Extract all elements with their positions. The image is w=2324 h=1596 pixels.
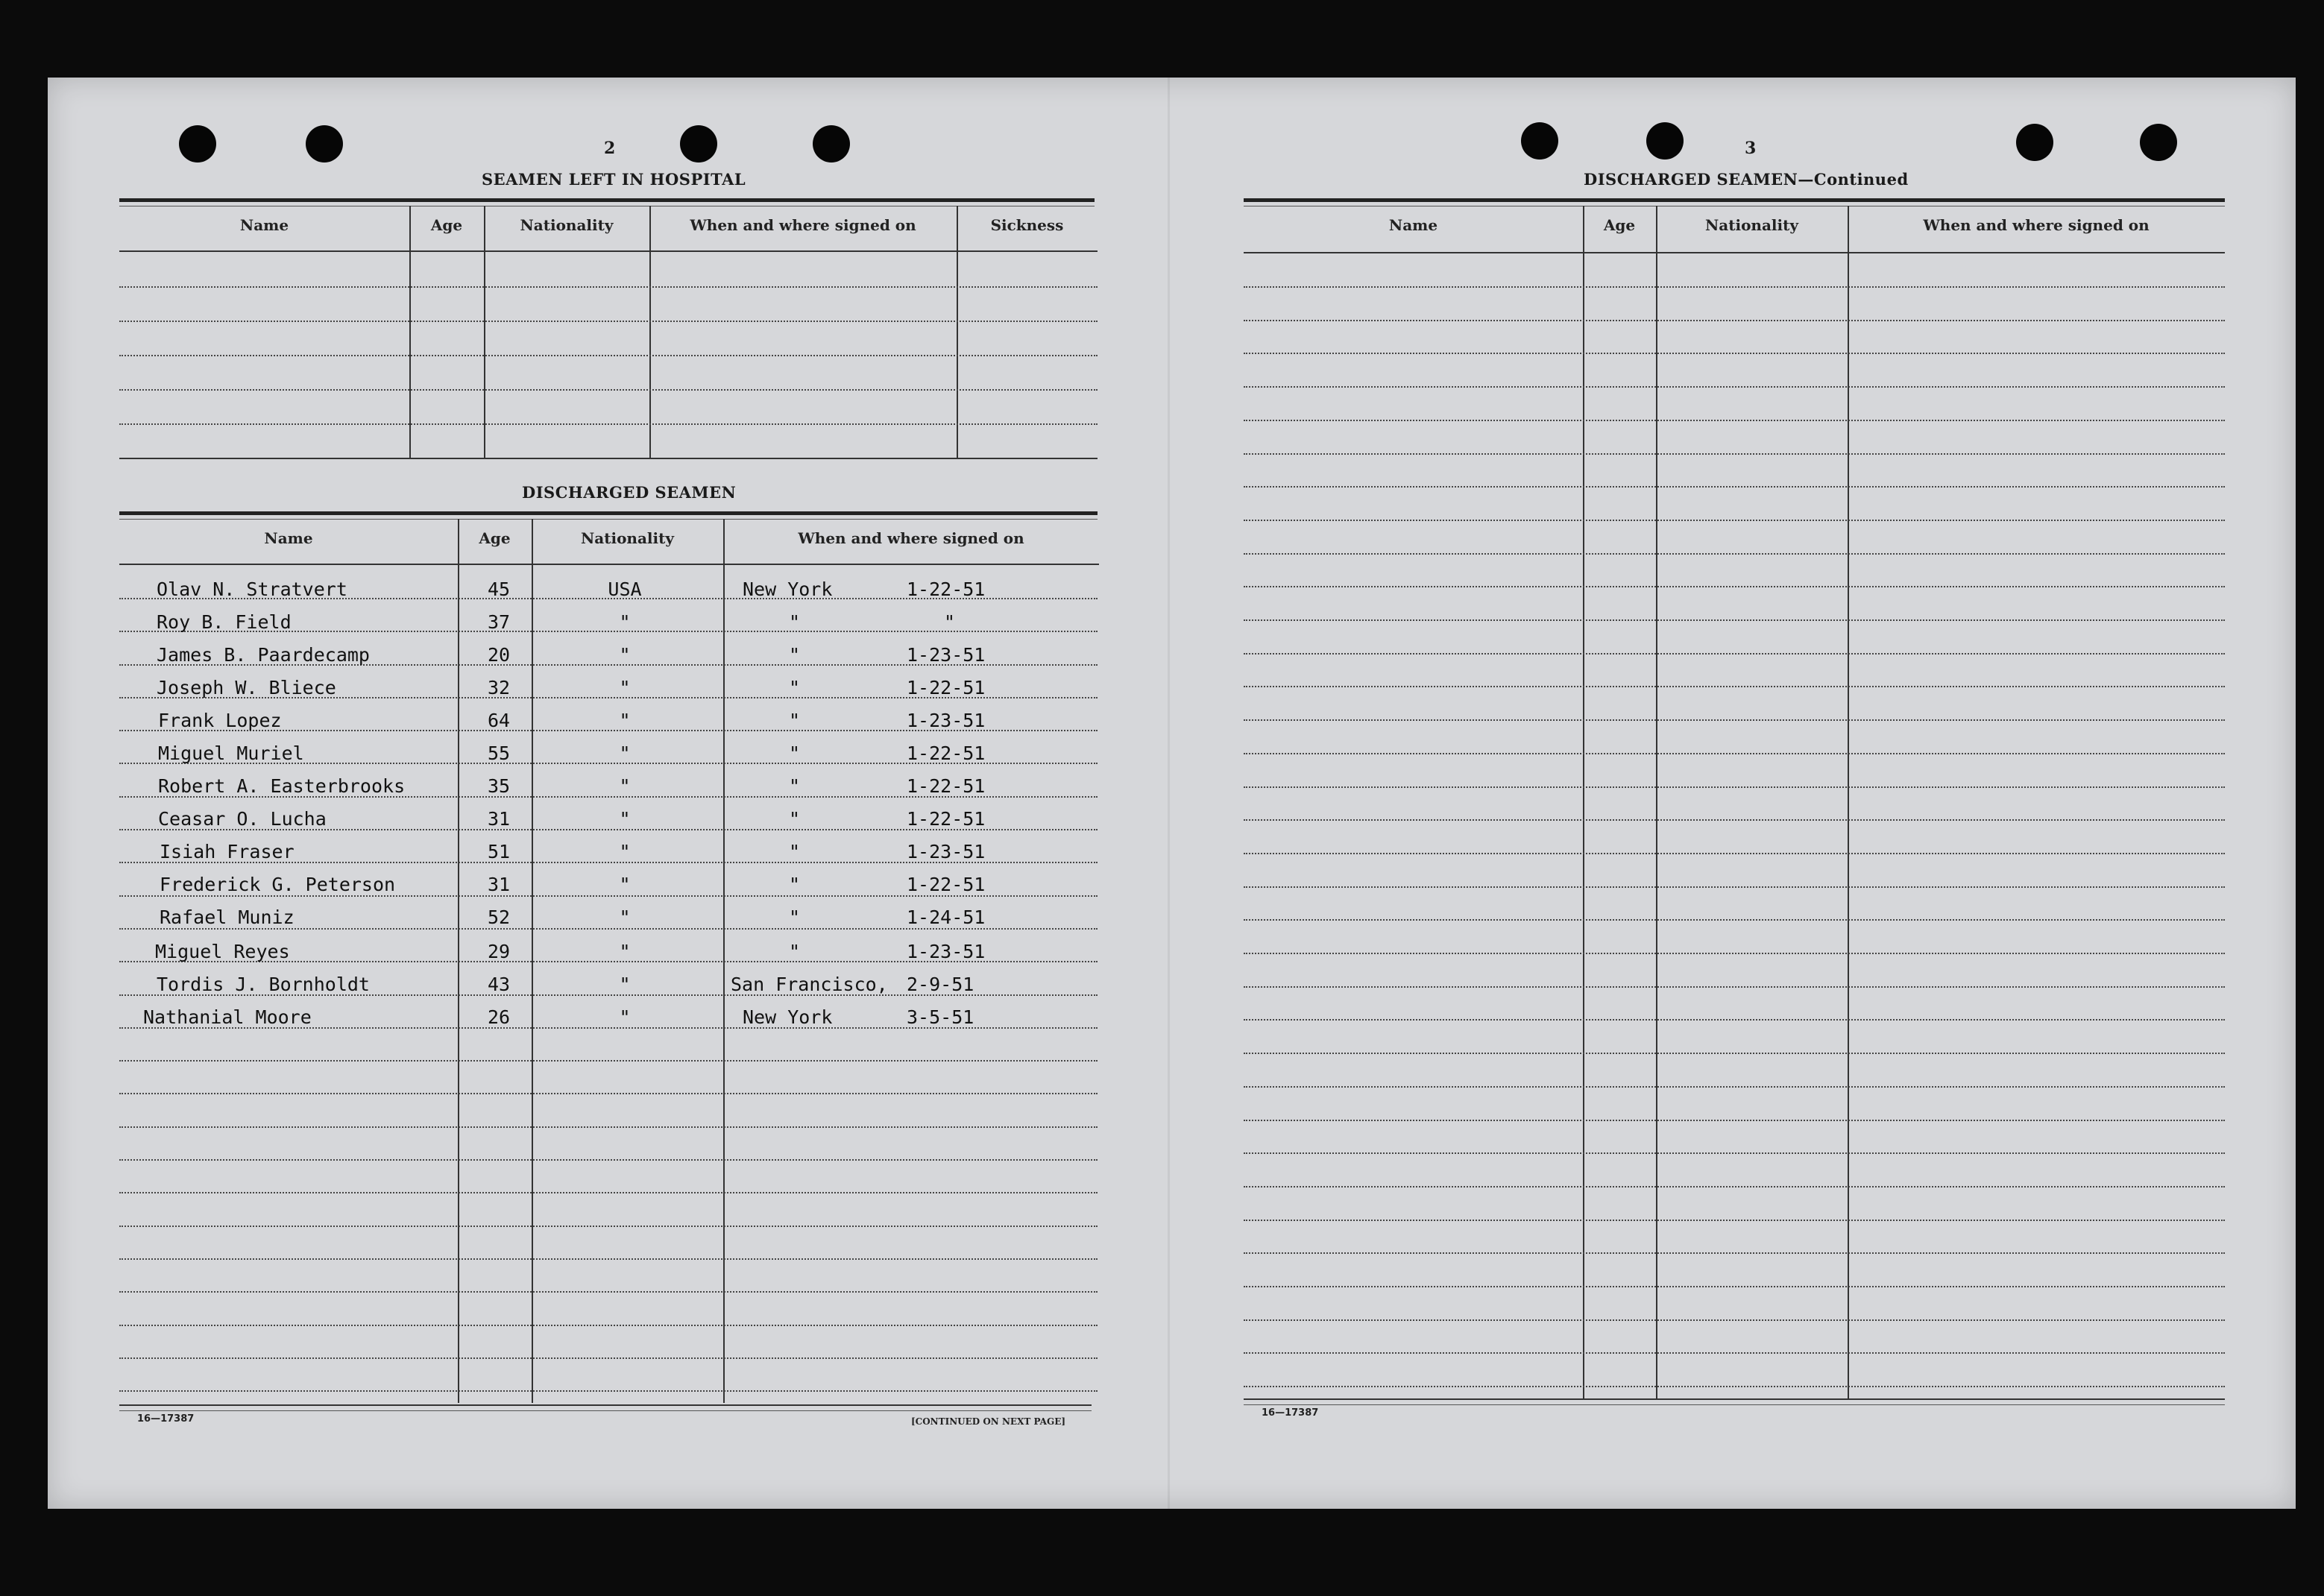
seaman-nationality: " [619,742,631,764]
column-header: Sickness [990,216,1064,234]
row-rule [1244,586,2225,587]
seaman-age: 31 [487,808,511,830]
row-rule [1244,919,2225,921]
signed-on-date: 1-23-51 [907,941,986,962]
seaman-name: Isiah Fraser [160,841,295,862]
signed-on-place: " [789,841,801,862]
seaman-age: 31 [487,874,511,895]
seaman-age: 43 [487,974,511,995]
seaman-name: Frederick G. Peterson [160,874,396,895]
signed-on-date: 1-22-51 [907,874,986,895]
rule [119,458,1098,459]
signed-on-date: 1-22-51 [907,808,986,830]
row-rule [1244,853,2225,854]
signed-on-date: 1-24-51 [907,906,986,928]
row-rule [1244,320,2225,321]
column-header: Age [430,216,463,234]
col-divider [484,206,485,458]
row-rule [1244,719,2225,721]
signed-on-place: " [789,808,801,830]
punch-hole [1646,122,1684,160]
seaman-age: 29 [487,941,511,962]
signed-on-date: 1-22-51 [907,578,986,600]
seaman-name: Ceasar O. Lucha [158,808,327,830]
signed-on-date: 1-23-51 [907,710,986,731]
row-rule [119,1060,1098,1062]
row-rule [119,1192,1098,1193]
discharged-section-title: DISCHARGED SEAMEN [522,483,737,502]
row-rule [1244,1186,2225,1187]
rule [1244,1404,2225,1405]
rule [1244,198,2225,202]
row-rule [1244,1352,2225,1354]
row-rule [1244,886,2225,888]
column-header: Nationality [520,216,614,234]
row-rule [119,1226,1098,1227]
row-rule [1244,1319,2225,1321]
seaman-name: James B. Paardecamp [157,644,370,666]
column-header: Name [239,216,289,234]
signed-on-place: " [789,677,801,698]
column-header: Nationality [581,529,674,547]
row-rule [119,1258,1098,1260]
row-rule [1244,353,2225,354]
column-header: When and where signed on [690,216,916,234]
row-rule [119,355,1098,356]
form-number-right: 16—17387 [1262,1407,1319,1419]
signed-on-place: New York [743,1006,833,1028]
row-rule [1244,553,2225,555]
row-rule [1244,420,2225,421]
row-rule [1244,486,2225,488]
seaman-nationality: " [619,974,631,995]
seaman-age: 51 [487,841,511,862]
row-rule [1244,453,2225,455]
signed-on-date: 1-23-51 [907,841,986,862]
signed-on-place: " [789,611,801,633]
seaman-nationality: " [619,644,631,666]
row-rule [1244,1086,2225,1088]
row-rule [1244,953,2225,954]
col-divider [409,206,411,458]
seaman-name: Joseph W. Bliece [157,677,336,698]
seaman-name: Robert A. Easterbrooks [158,775,406,797]
row-rule [1244,1386,2225,1387]
seaman-nationality: " [619,611,631,633]
row-rule [1244,1252,2225,1254]
continued-note: [CONTINUED ON NEXT PAGE] [911,1416,1066,1427]
signed-on-place: " [789,874,801,895]
seaman-age: 35 [487,775,511,797]
signed-on-place: " [789,906,801,928]
signed-on-date: 1-22-51 [907,775,986,797]
signed-on-date: 1-22-51 [907,677,986,698]
row-rule [119,928,1098,930]
seaman-nationality: " [619,1006,631,1028]
signed-on-place: " [789,710,801,731]
row-rule [1244,386,2225,388]
row-rule [1244,1053,2225,1054]
seaman-nationality: " [619,841,631,862]
column-header: Nationality [1705,216,1798,234]
rule [119,198,1095,202]
seaman-nationality: " [619,710,631,731]
column-header: When and where signed on [1923,216,2150,234]
row-rule [119,286,1098,288]
row-rule [1244,1120,2225,1121]
row-rule [1244,653,2225,655]
punch-hole [813,125,850,163]
rule [1244,252,2225,253]
row-rule [1244,1152,2225,1154]
page-fold [1168,78,1170,1509]
rule [119,564,1099,565]
seaman-name: Nathanial Moore [143,1006,312,1028]
hospital-section-title: SEAMEN LEFT IN HOSPITAL [482,170,746,189]
seaman-name: Roy B. Field [157,611,292,633]
signed-on-place: " [789,742,801,764]
seaman-name: Miguel Muriel [158,742,304,764]
row-rule [1244,753,2225,754]
signed-on-date: " [944,611,956,633]
col-divider [649,206,651,458]
rule [119,1404,1092,1406]
signed-on-date: 2-9-51 [907,974,974,995]
punch-hole [179,125,216,163]
rule [119,511,1098,515]
row-rule [119,1357,1098,1359]
rule [1244,1398,2225,1400]
row-rule [119,1126,1098,1128]
column-header: When and where signed on [798,529,1024,547]
seaman-nationality: " [619,775,631,797]
seaman-nationality: " [619,874,631,895]
punch-hole [306,125,343,163]
rule [119,250,1098,252]
seaman-age: 52 [487,906,511,928]
signed-on-place: " [789,941,801,962]
row-rule [1244,520,2225,521]
seaman-name: Olav N. Stratvert [157,578,347,600]
row-rule [1244,686,2225,687]
row-rule [119,1325,1098,1326]
signed-on-place: " [789,775,801,797]
signed-on-date: 3-5-51 [907,1006,974,1028]
form-number-left: 16—17387 [137,1413,195,1425]
seaman-age: 55 [487,742,511,764]
row-rule [1244,1019,2225,1021]
row-rule [119,423,1098,425]
signed-on-place: " [789,644,801,666]
punch-hole [680,125,717,163]
punch-hole [1521,122,1558,160]
signed-on-place: New York [743,578,833,600]
row-rule [119,1390,1098,1392]
column-header: Age [479,529,511,547]
seaman-age: 32 [487,677,511,698]
row-rule [1244,986,2225,988]
seaman-age: 20 [487,644,511,666]
seaman-age: 26 [487,1006,511,1028]
signed-on-date: 1-23-51 [907,644,986,666]
seaman-name: Rafael Muniz [160,906,295,928]
row-rule [119,1291,1098,1293]
punch-hole [2016,124,2053,161]
row-rule [119,321,1098,322]
row-rule [119,389,1098,391]
discharged-continued-title: DISCHARGED SEAMEN—Continued [1584,170,1909,189]
row-rule [1244,286,2225,288]
seaman-name: Miguel Reyes [155,941,290,962]
signed-on-date: 1-22-51 [907,742,986,764]
seaman-age: 64 [487,710,511,731]
seaman-nationality: " [619,677,631,698]
rule [119,1410,1092,1411]
seaman-name: Tordis J. Bornholdt [157,974,370,995]
signed-on-place: San Francisco, [731,974,888,995]
column-header: Name [264,529,313,547]
row-rule [1244,819,2225,821]
seaman-nationality: " [619,808,631,830]
row-rule [119,1159,1098,1161]
seaman-nationality: " [619,941,631,962]
row-rule [1244,1220,2225,1221]
row-rule [119,895,1098,897]
seaman-name: Frank Lopez [158,710,282,731]
punch-hole [2140,124,2177,161]
row-rule [1244,619,2225,621]
rule [119,519,1098,520]
page-number-left: 2 [604,139,616,158]
page-number-right: 3 [1745,139,1757,158]
col-divider [957,206,958,458]
row-rule [119,1093,1098,1094]
row-rule [1244,786,2225,788]
seaman-nationality: " [619,906,631,928]
seaman-age: 45 [487,578,511,600]
seaman-nationality: USA [608,578,642,600]
seaman-age: 37 [487,611,511,633]
row-rule [1244,1286,2225,1287]
column-header: Name [1388,216,1438,234]
column-header: Age [1603,216,1636,234]
